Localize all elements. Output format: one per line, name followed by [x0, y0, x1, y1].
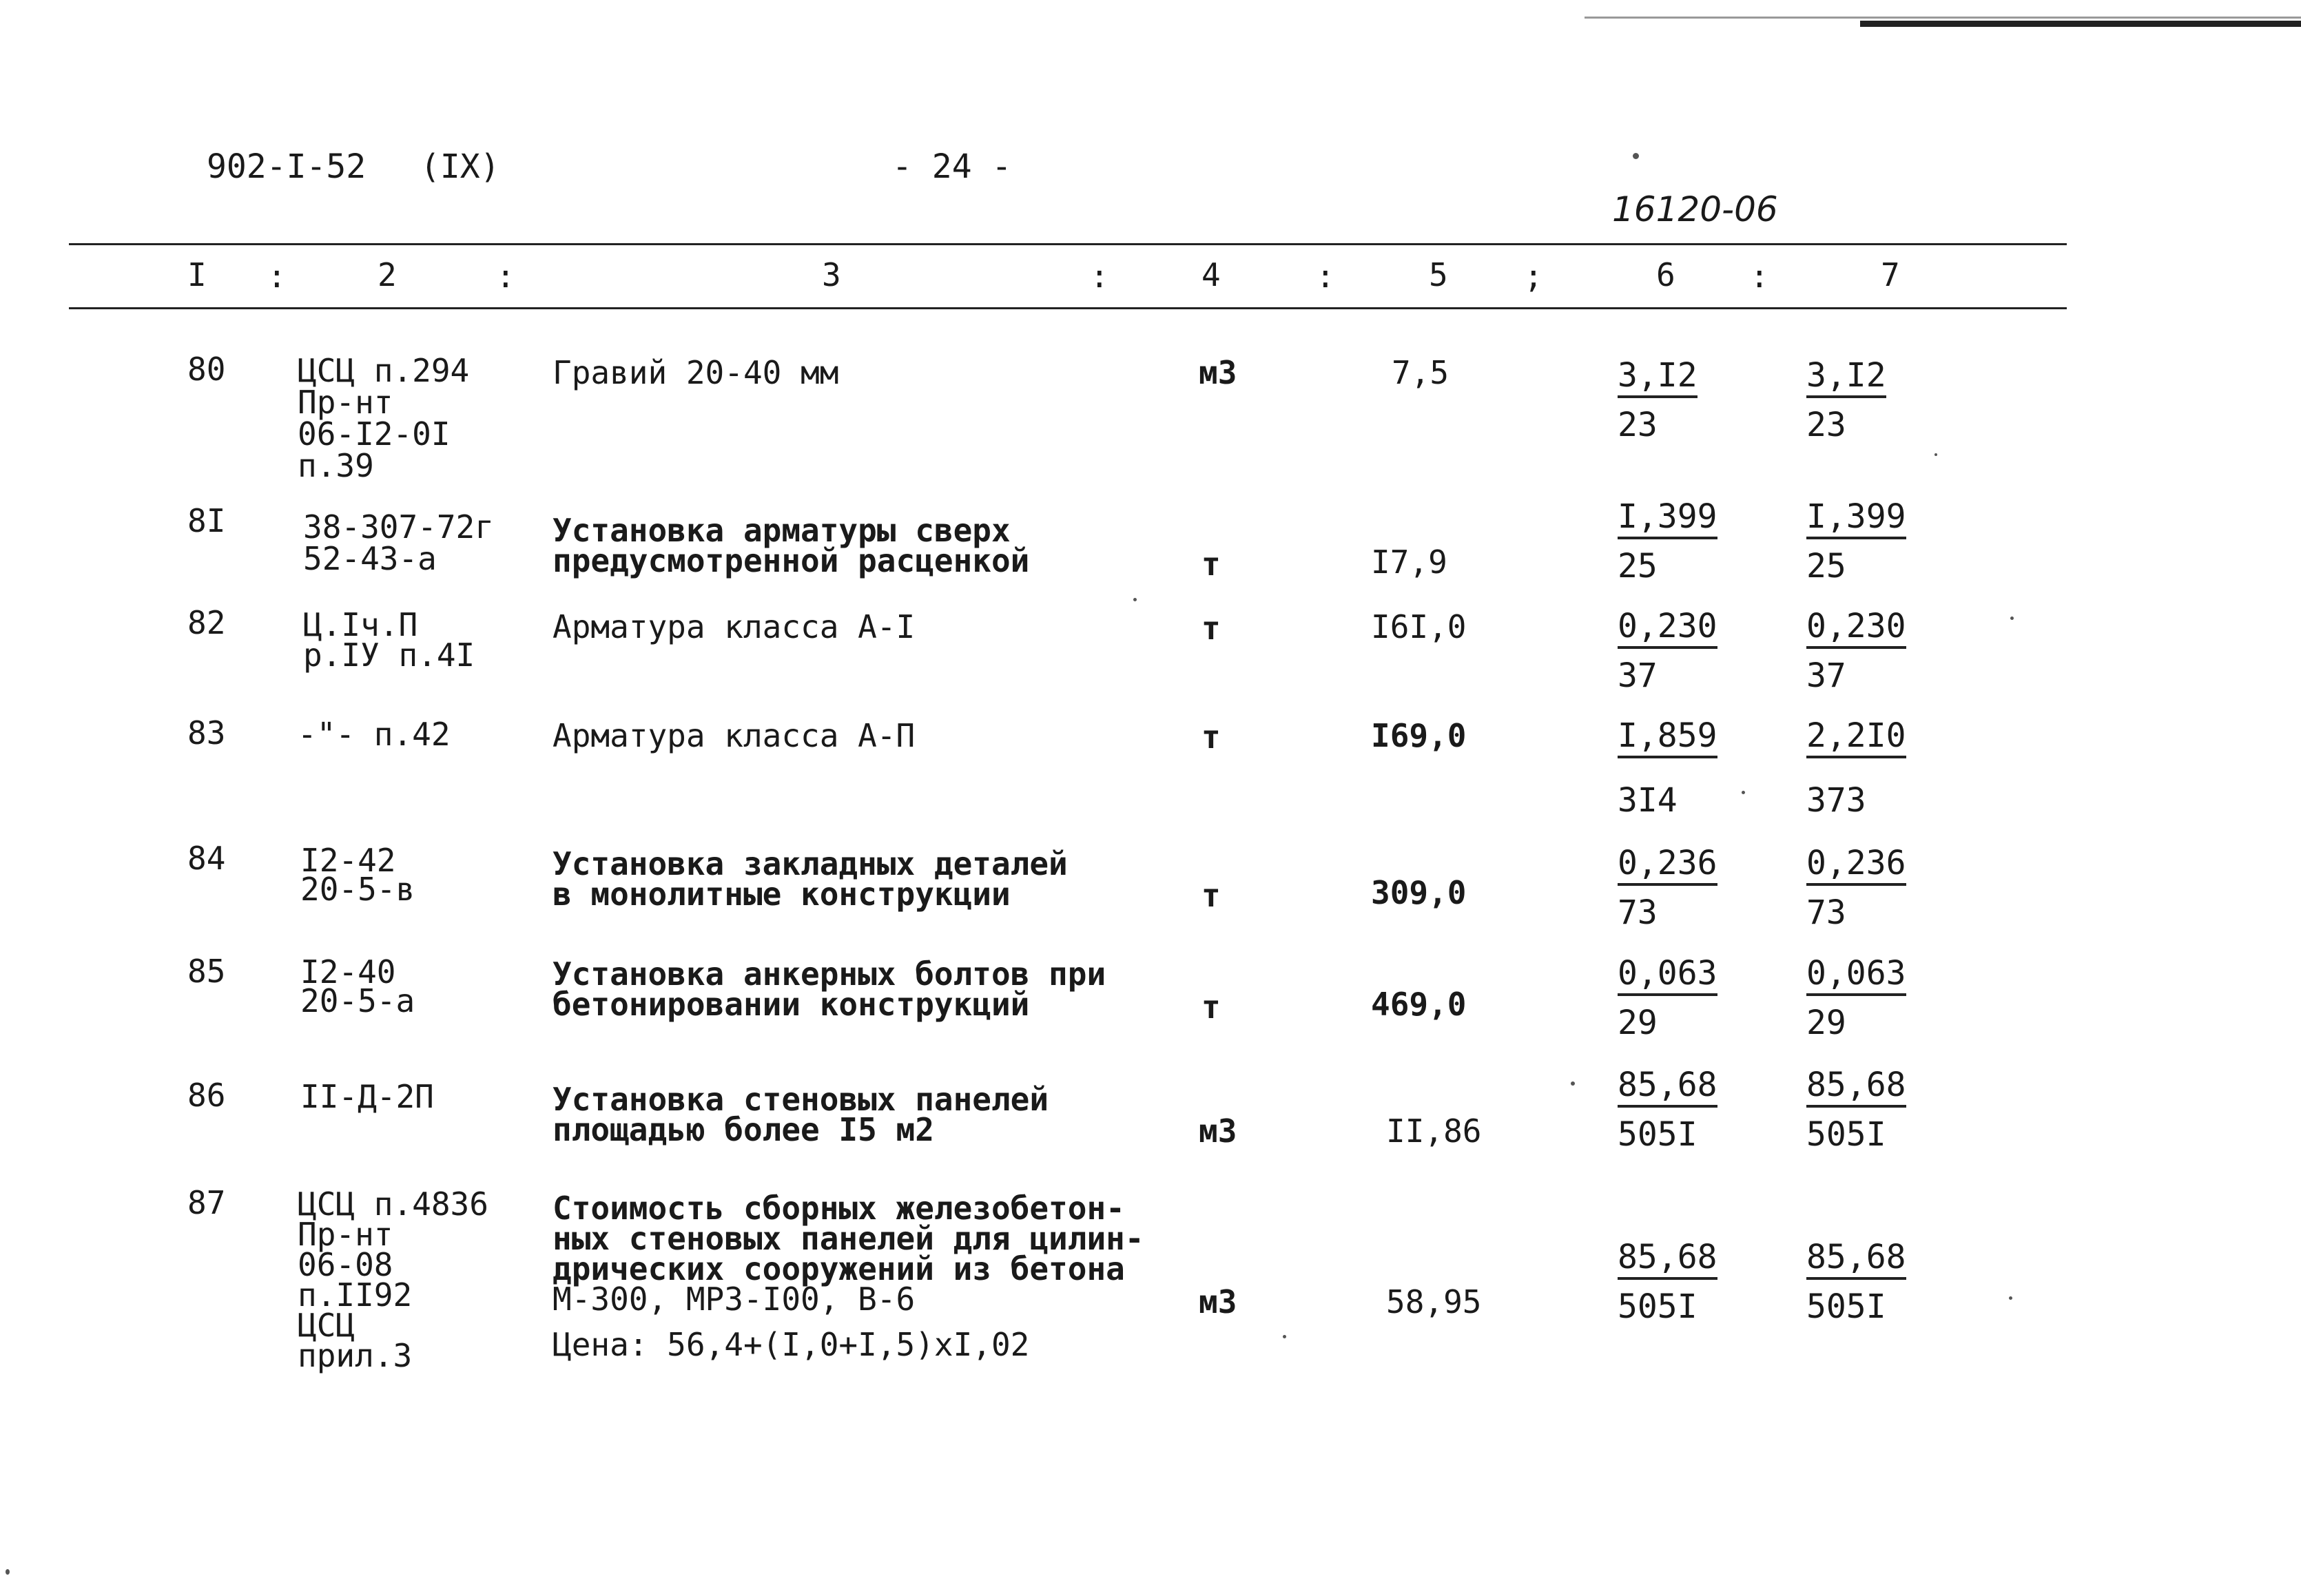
total-cost-fraction: $\frac{3,I2}{23}$	[1806, 356, 1886, 444]
quantity: I7,9	[1371, 543, 1447, 581]
work-description: Установка стеновых панелей площадью более I5 м2	[553, 1081, 1049, 1148]
scan-speck	[1133, 598, 1137, 601]
total-cost-fraction: $\frac{0,063}{29}$	[1806, 954, 1906, 1042]
unit: т	[1201, 877, 1221, 914]
total-cost-fraction: $\frac{2,2I0}{373}$	[1806, 716, 1906, 820]
table-top-rule	[69, 243, 2067, 245]
normative-reference: 38-307-72г 52-43-а	[303, 508, 494, 577]
column-separator: :	[1750, 258, 1769, 295]
quantity: 309,0	[1371, 874, 1467, 911]
column-header-4: 4	[1201, 256, 1221, 293]
scan-edge-line-thick	[1860, 21, 2301, 27]
unit: м3	[1199, 1283, 1237, 1320]
price-formula: Цена: 56,4+(I,0+I,5)xI,02	[553, 1326, 1030, 1363]
unit-price-fraction: $\frac{85,68}{505I}$	[1618, 1066, 1717, 1154]
work-description: Стоимость сборных железобетон- ных стеновых панелей для цилин- дрических сооружений из бетона М-300, МРЗ-I00, В-6	[553, 1190, 1144, 1318]
column-header-2: 2	[378, 256, 397, 293]
unit-price-fraction: $\frac{3,I2}{23}$	[1618, 356, 1698, 444]
work-description: Гравий 20-40 мм	[553, 354, 839, 391]
column-separator: :	[1316, 258, 1335, 295]
total-cost-fraction: $\frac{I,399}{25}$	[1806, 497, 1906, 585]
unit-price-fraction: $\frac{0,230}{37}$	[1618, 607, 1717, 695]
ink-speck	[1633, 153, 1639, 159]
work-description: Установка арматуры сверх предусмотренной расценкой	[553, 512, 1030, 579]
work-description: Арматура класса А-I	[553, 608, 916, 645]
total-cost-fraction: $\frac{0,236}{73}$	[1806, 844, 1906, 932]
quantity: II,86	[1386, 1112, 1482, 1150]
column-header-1: I	[187, 256, 207, 293]
row-number: 8I	[187, 502, 226, 539]
total-cost-fraction: $\frac{85,68}{505I}$	[1806, 1066, 1906, 1154]
archive-stamp: 16120-06	[1612, 189, 1778, 229]
scan-speck	[1934, 453, 1937, 456]
column-separator: :	[1090, 258, 1109, 295]
normative-reference: ЦСЦ п.4836 Пр-нт 06-08 п.II92 ЦСЦ прил.3	[298, 1185, 488, 1374]
row-number: 80	[187, 351, 226, 388]
unit: т	[1201, 988, 1221, 1026]
column-header-6: 6	[1656, 256, 1675, 293]
scan-speck	[2010, 616, 2014, 620]
unit: м3	[1199, 1112, 1237, 1150]
scan-speck	[6, 1569, 10, 1575]
normative-reference: -"- п.42	[298, 716, 451, 753]
column-header-7: 7	[1881, 256, 1900, 293]
work-description: Установка анкерных болтов при бетонировании конструкций	[553, 955, 1106, 1023]
unit-price-fraction: $\frac{I,399}{25}$	[1618, 497, 1717, 585]
normative-reference: Ц.Iч.П р.IУ п.4I	[303, 606, 475, 674]
column-separator: :	[496, 258, 515, 295]
column-header-5: 5	[1429, 256, 1448, 293]
row-number: 82	[187, 604, 226, 641]
work-description: Установка закладных деталей в монолитные конструкции	[553, 845, 1068, 913]
quantity: 58,95	[1386, 1283, 1482, 1320]
row-number: 86	[187, 1077, 226, 1114]
normative-reference: I2-42 20-5-в	[300, 842, 415, 908]
unit-price-fraction: $\frac{I,859}{3I4}$	[1618, 716, 1717, 820]
table-header-rule	[69, 307, 2067, 309]
scan-speck	[1571, 1081, 1575, 1086]
unit: т	[1201, 610, 1221, 647]
quantity: 469,0	[1371, 986, 1467, 1023]
page-number: - 24 -	[892, 147, 1012, 186]
scan-speck	[2009, 1296, 2012, 1300]
unit: т	[1201, 546, 1221, 583]
row-number: 83	[187, 714, 226, 752]
quantity: I69,0	[1371, 717, 1467, 754]
unit: м3	[1199, 354, 1237, 391]
normative-reference: I2-40 20-5-а	[300, 953, 415, 1019]
normative-reference: ЦСЦ п.294 Пр-нт 06-I2-0I п.39	[298, 352, 470, 484]
column-separator: ;	[1524, 258, 1543, 295]
scan-speck	[1742, 791, 1745, 794]
document-code: 902-I-52	[207, 147, 367, 186]
quantity: I6I,0	[1371, 608, 1467, 645]
total-cost-fraction: $\frac{85,68}{505I}$	[1806, 1238, 1906, 1326]
section-label: (IX)	[420, 147, 500, 186]
row-number: 84	[187, 840, 226, 877]
column-separator: :	[267, 258, 287, 295]
unit-price-fraction: $\frac{0,063}{29}$	[1618, 954, 1717, 1042]
scan-speck	[1283, 1335, 1286, 1338]
row-number: 85	[187, 953, 226, 990]
quantity: 7,5	[1392, 354, 1449, 391]
unit: т	[1201, 718, 1221, 756]
normative-reference: II-Д-2П	[300, 1078, 434, 1115]
work-description: Арматура класса А-П	[553, 717, 916, 754]
unit-price-fraction: $\frac{0,236}{73}$	[1618, 844, 1717, 932]
total-cost-fraction: $\frac{0,230}{37}$	[1806, 607, 1906, 695]
scan-edge-line	[1585, 17, 2301, 19]
column-header-3: 3	[822, 256, 841, 293]
unit-price-fraction: $\frac{85,68}{505I}$	[1618, 1238, 1717, 1326]
row-number: 87	[187, 1184, 226, 1221]
